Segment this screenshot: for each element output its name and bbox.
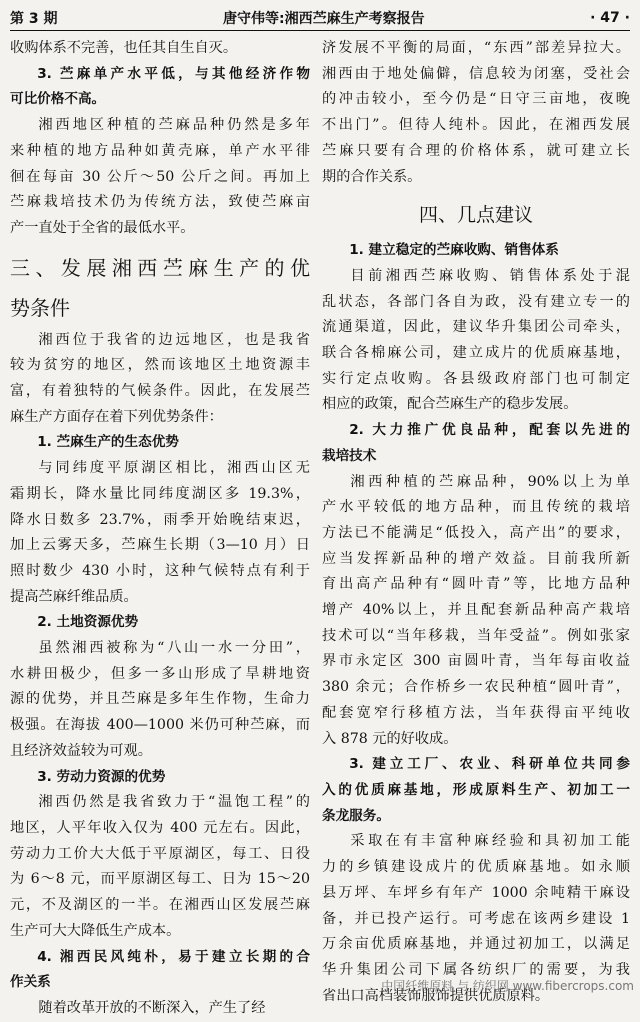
subheading: 3. 建立工厂、农业、科研单位共同参 bbox=[349, 756, 630, 773]
text-line: 配套宽窄行移植方法，当年获得亩平纯收 bbox=[322, 704, 630, 721]
text-line: 采取在有丰富种麻经验和具初加工能 bbox=[350, 833, 630, 850]
running-title: 唐守伟等:湘西苎麻生产考察报告 bbox=[223, 11, 425, 27]
text-line: 省出口高档装饰服饰提供优质原料。 bbox=[322, 987, 550, 1004]
section-heading: 三、发展湘西苎麻生产的优 bbox=[10, 255, 310, 280]
text-line: 湘西由于地处偏僻，信息较为闭塞，受社会 bbox=[322, 65, 630, 82]
text-line: 麻生产方面存在着下列优势条件： bbox=[10, 408, 223, 425]
header-rule bbox=[10, 30, 630, 31]
text-line: 地区，人平年收入仅为 400 元左右。因此， bbox=[10, 819, 310, 836]
subheading: 作关系 bbox=[10, 974, 51, 991]
subheading: 3. 苎麻单产水平低，与其他经济作物 bbox=[37, 65, 310, 82]
text-line: 实行定点收购。各县级政府部门也可制定 bbox=[322, 370, 630, 387]
text-line: 生产可大大降低生产成本。 bbox=[10, 922, 181, 939]
text-line: 流通渠道，因此，建议华升集团公司牵头， bbox=[322, 319, 630, 336]
text-line: 湘西仍然是我省致力于“温饱工程”的 bbox=[38, 794, 310, 811]
page-number: · 47 · bbox=[590, 10, 630, 26]
text-line: 不出门”。但待人纯朴。因此，在湘西发展 bbox=[322, 117, 630, 134]
text-line: 380 余元；合作桥乡一农民种植“圆叶青”， bbox=[322, 679, 630, 696]
text-line: 备，并已投产运行。可考虑在该两乡建设 1 bbox=[322, 910, 630, 927]
text-line: 较为贫穷的地区，然而该地区土地资源丰 bbox=[10, 357, 310, 374]
text-line: 期的合作关系。 bbox=[322, 168, 422, 185]
text-line: 为 6～8 元，而平原湖区每工、日为 15～20 bbox=[10, 871, 310, 888]
text-line: 劳动力工价大大低于平原湖区，每工、日役 bbox=[10, 845, 310, 862]
text-line: 增产 40%以上，并且配套新品种高产栽培 bbox=[322, 602, 630, 619]
text-line: 且经济效益较为可观。 bbox=[10, 742, 152, 759]
text-line: 降水日数多 23.7%，雨季开始晚结束迟， bbox=[10, 511, 310, 528]
subheading: 3. 劳动力资源的优势 bbox=[37, 768, 166, 785]
text-line: 方法已不能满足“低投入，高产出”的要求， bbox=[322, 524, 630, 541]
text-line: 济发展不平衡的局面，“东西”部差异拉大。 bbox=[322, 40, 630, 56]
subheading: 可比价格不高。 bbox=[10, 91, 106, 108]
text-line: 随着改革开放的不断深入，产生了经 bbox=[38, 999, 266, 1016]
section-heading: 势条件 bbox=[10, 295, 70, 320]
subheading: 4. 湘西民风纯朴，易于建立长期的合 bbox=[37, 948, 310, 965]
text-line: 的冲击较小，至今仍是“日守三亩地，夜晚 bbox=[322, 91, 630, 108]
subheading: 条龙服务。 bbox=[322, 807, 390, 824]
text-line: 虽然湘西被称为“八山一水一分田”， bbox=[38, 640, 310, 657]
text-line: 源的优势，并且苎麻是多年生作物，生命力 bbox=[10, 691, 310, 708]
text-line: 加上云雾天多，苎麻生长期（3—10 月）日 bbox=[10, 537, 310, 554]
issue-number: 第 3 期 bbox=[10, 11, 58, 27]
text-line: 来种植的地方品种如黄壳麻，单产水平徘 bbox=[10, 142, 310, 159]
text-line: 元，不及湖区的一半。在湘西山区发展苎麻 bbox=[10, 897, 310, 914]
text-line: 育出高产品种有“圆叶青”等，比地方品种 bbox=[322, 576, 630, 593]
text-line: 产水平较低的地方品种，而且传统的栽培 bbox=[322, 499, 630, 516]
text-line: 联合各棉麻公司，建立成片的优质麻基地， bbox=[322, 345, 630, 362]
text-line: 湘西地区种植的苎麻品种仍然是多年 bbox=[38, 117, 310, 134]
text-line: 产一直处于全省的最低水平。 bbox=[10, 219, 195, 236]
text-line: 富，有着独特的气候条件。因此，在发展苎 bbox=[10, 383, 310, 400]
text-line: 苎麻栽培技术仍为传统方法，致使苎麻亩 bbox=[10, 194, 310, 211]
text-line: 目前湘西苎麻收购、销售体系处于混 bbox=[350, 267, 630, 284]
left-column bbox=[10, 36, 310, 1022]
text-line: 苎麻只要有合理的价格体系，就可建立长 bbox=[322, 142, 630, 159]
text-line: 力的乡镇建设成片的优质麻基地。如永顺 bbox=[322, 859, 630, 876]
page-header bbox=[10, 4, 630, 32]
text-line: 相应的政策，配合苎麻生产的稳步发展。 bbox=[322, 396, 578, 413]
subheading: 2. 大力推广优良品种，配套以先进的 bbox=[349, 422, 630, 439]
text-line: 徊在每亩 30 公斤～50 公斤之间。再加上 bbox=[10, 168, 310, 185]
text-line: 湘西位于我省的边远地区，也是我省 bbox=[38, 331, 310, 348]
watermark: 中国纤维原料 与 纺织网 www.fibercrops.com bbox=[381, 979, 634, 993]
text-line: 收购体系不完善，也任其自生自灭。 bbox=[10, 40, 238, 56]
text-line: 技术可以“当年移栽，当年受益”。例如张家 bbox=[322, 627, 630, 644]
text-line: 提高苎麻纤维品质。 bbox=[10, 588, 138, 605]
text-line: 万余亩优质麻基地，并通过初加工，以满足 bbox=[322, 936, 630, 953]
text-line: 极强。在海拔 400—1000 米仍可种苎麻，而 bbox=[10, 717, 310, 734]
text-line: 入 878 元的好收成。 bbox=[322, 730, 458, 747]
section-heading: 四、几点建议 bbox=[418, 204, 533, 227]
subheading: 栽培技术 bbox=[322, 447, 377, 464]
text-line: 华升集团公司下属各纺织厂的需要，为我 bbox=[322, 961, 630, 978]
text-line: 水耕田极少，但多一多山形成了旱耕地资 bbox=[10, 665, 310, 682]
text-line: 界市永定区 300 亩圆叶青，当年每亩收益 bbox=[322, 653, 630, 670]
right-column bbox=[322, 36, 630, 1009]
text-line: 照时数少 430 小时，这种气候特点有利于 bbox=[10, 562, 310, 579]
subheading: 1. 苎麻生产的生态优势 bbox=[37, 434, 179, 451]
text-line: 应当发挥新品种的增产效益。目前我所新 bbox=[322, 550, 630, 567]
text-line: 县万坪、车坪乡有年产 1000 余吨精干麻设 bbox=[322, 884, 630, 901]
text-line: 湘西种植的苎麻品种，90%以上为单 bbox=[350, 473, 630, 490]
text-line: 与同纬度平原湖区相比，湘西山区无 bbox=[38, 460, 310, 477]
subheading: 1. 建立稳定的苎麻收购、销售体系 bbox=[349, 242, 559, 259]
subheading: 2. 土地资源优势 bbox=[37, 614, 139, 631]
subheading: 入的优质麻基地，形成原料生产、初加工一 bbox=[322, 781, 630, 798]
text-line: 乱状态，各部门各自为政，没有建立专一的 bbox=[322, 293, 630, 310]
text-line: 霜期长，降水量比同纬度湖区多 19.3%， bbox=[10, 485, 310, 502]
